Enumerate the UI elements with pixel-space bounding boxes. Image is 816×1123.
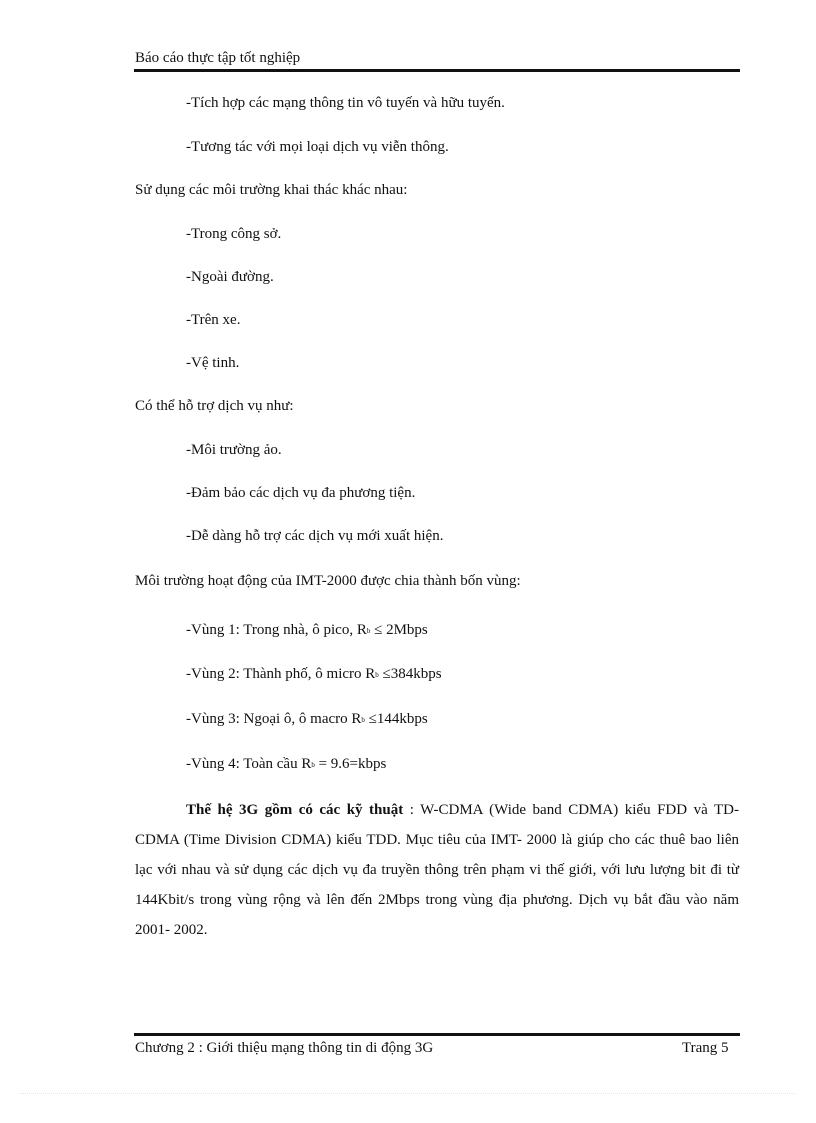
list-item: -Trên xe. — [186, 312, 241, 328]
zone-subscript: b — [375, 671, 379, 679]
list-item: -Đảm bảo các dịch vụ đa phương tiện. — [186, 485, 416, 501]
body-paragraph — [135, 795, 739, 945]
zone-item — [186, 756, 386, 773]
list-item: -Môi trường ảo. — [186, 442, 282, 458]
zone-item — [186, 666, 442, 683]
zone-item — [186, 711, 428, 728]
list-item: -Vệ tinh. — [186, 355, 240, 371]
paragraph-bold-lead: Thế hệ 3G gồm có các kỹ thuật — [186, 802, 404, 818]
footer-chapter: Chương 2 : Giới thiệu mạng thông tin di động 3G — [135, 1040, 434, 1056]
zone-prefix: -Vùng 2: Thành phố, ô micro R — [186, 666, 376, 682]
zone-rest: ≤144kbps — [368, 711, 428, 727]
list-item: -Tương tác với mọi loại dịch vụ viễn thông. — [186, 139, 449, 155]
zone-subscript: b — [366, 627, 371, 635]
paragraph-text: : W-CDMA (Wide band CDMA) kiểu FDD và TD-CDMA (Time Division CDMA) kiểu TDD. Mục tiêu của IMT- 2000 là giúp cho các thuê bao liên lạc với nhau và sử dụng các dịch vụ đa truyền thông trên phạm vi thế giới, với lưu lượng bit đi từ 144Kbit/s trong vùng rộng và lên đến 2Mbps trong vùng địa phương. Dịch vụ bắt đầu vào năm 2001- 2002. — [135, 802, 739, 938]
list-item: -Trong công sở. — [186, 226, 282, 242]
zone-prefix: -Vùng 3: Ngoại ô, ô macro R — [186, 711, 362, 727]
section-lead: Sử dụng các môi trường khai thác khác nhau: — [135, 182, 408, 198]
zone-subscript: b — [361, 716, 365, 724]
section-lead: Môi trường hoạt động của IMT-2000 được chia thành bốn vùng: — [135, 573, 521, 589]
zone-subscript: b — [311, 761, 315, 769]
footer-page-number: Trang 5 — [682, 1040, 729, 1056]
list-item: -Ngoài đường. — [186, 269, 274, 285]
footer-rule — [134, 1033, 740, 1036]
zone-prefix: -Vùng 1: Trong nhà, ô pico, R — [186, 622, 367, 638]
header-title: Báo cáo thực tập tốt nghiệp — [135, 50, 301, 66]
list-item: -Dễ dàng hỗ trợ các dịch vụ mới xuất hiện. — [186, 528, 444, 544]
zone-rest: ≤ 2Mbps — [374, 622, 428, 638]
list-item: -Tích hợp các mạng thông tin vô tuyến và hữu tuyến. — [186, 95, 505, 111]
zone-prefix: -Vùng 4: Toàn cầu R — [186, 756, 312, 772]
section-lead: Có thể hỗ trợ dịch vụ như: — [135, 398, 294, 414]
zone-rest: = 9.6=kbps — [318, 756, 387, 772]
page-edge-divider — [20, 1093, 796, 1094]
zone-item — [186, 622, 428, 639]
zone-rest: ≤384kbps — [382, 666, 442, 682]
header-rule — [134, 69, 740, 72]
